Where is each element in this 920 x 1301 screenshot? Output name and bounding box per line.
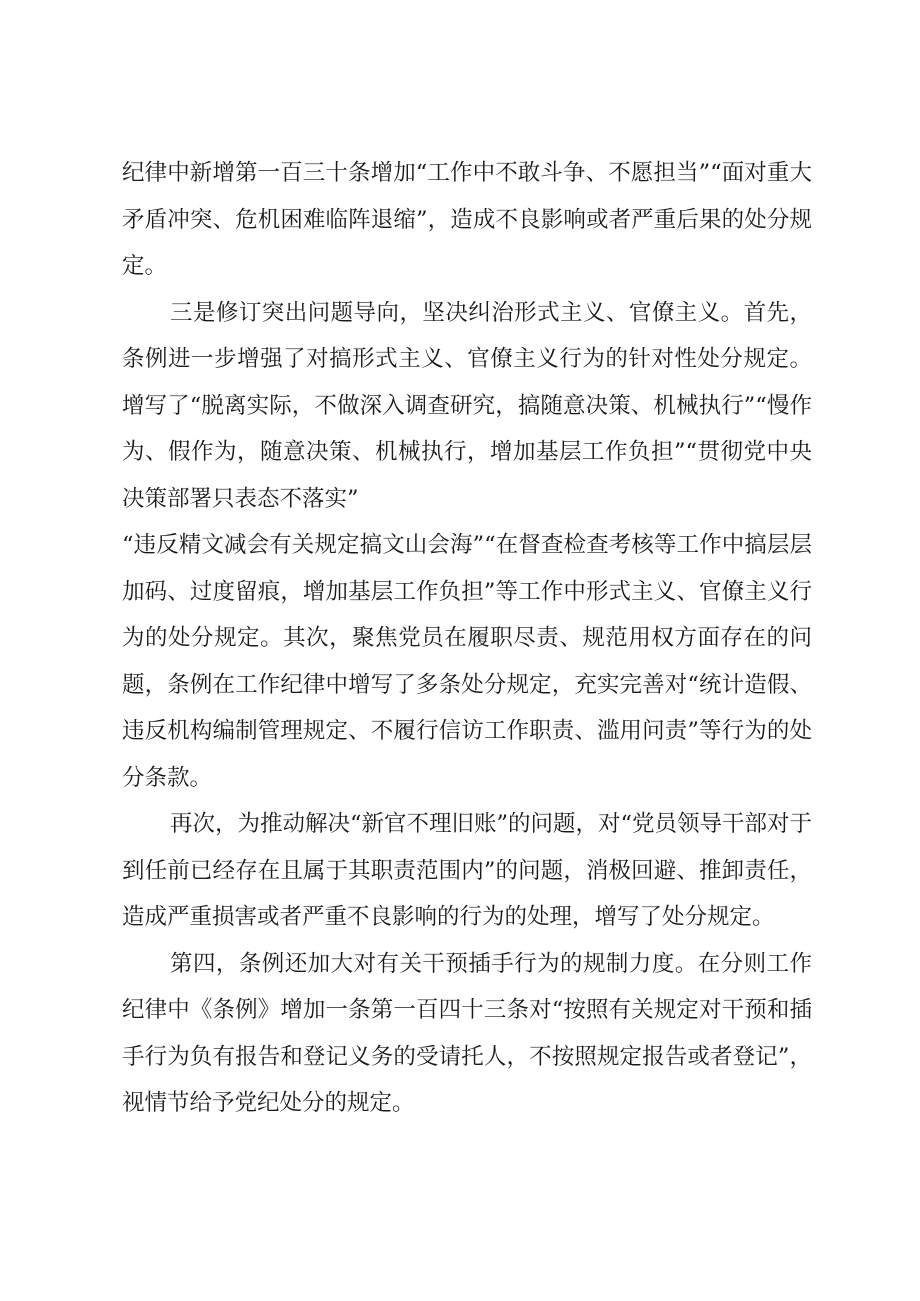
paragraph-3: “违反精文减会有关规定搞文山会海”“在督查检查考核等工作中搞层层加码、过度留痕，增加基层工作负担”等工作中形式主义、官僚主义行为的处分规定。其次，聚焦党员在履职尽责、规范用权方面存在的问题，条例在工作纪律中增写了多条处分规定，充实完善对“统计造假、违反机构编制管理规定、不履行信访工作职责、滥用问责”等行为的处分条款。 [122, 532, 812, 791]
paragraph-4: 再次，为推动解决“新官不理旧账”的问题，对“党员领导干部对于到任前已经存在且属于其职责范围内”的问题，消极回避、推卸责任，造成严重损害或者严重不良影响的行为的处理，增写了处分规定。 [122, 811, 813, 930]
paragraph-5: 第四，条例还加大对有关干预插手行为的规制力度。在分则工作纪律中《条例》增加一条第一百四十三条对“按照有关规定对干预和插手行为负有报告和登记义务的受请托人，不按照规定报告或者登记”，视情节给予党纪处分的规定。 [122, 950, 812, 1116]
paragraph-1: 纪律中新增第一百三十条增加“工作中不敢斗争、不愿担当”“面对重大矛盾冲突、危机困难临阵退缩”，造成不良影响或者严重后果的处分规定。 [122, 160, 812, 279]
document-body [122, 150, 812, 1127]
paragraph-2: 三是修订突出问题导向，坚决纠治形式主义、官僚主义。首先，条例进一步增强了对搞形式主义、官僚主义行为的针对性处分规定。增写了“脱离实际，不做深入调查研究，搞随意决策、机械执行”“慢作为、假作为，随意决策、机械执行，增加基层工作负担”“贯彻党中央决策部署只表态不落实” [122, 299, 812, 512]
